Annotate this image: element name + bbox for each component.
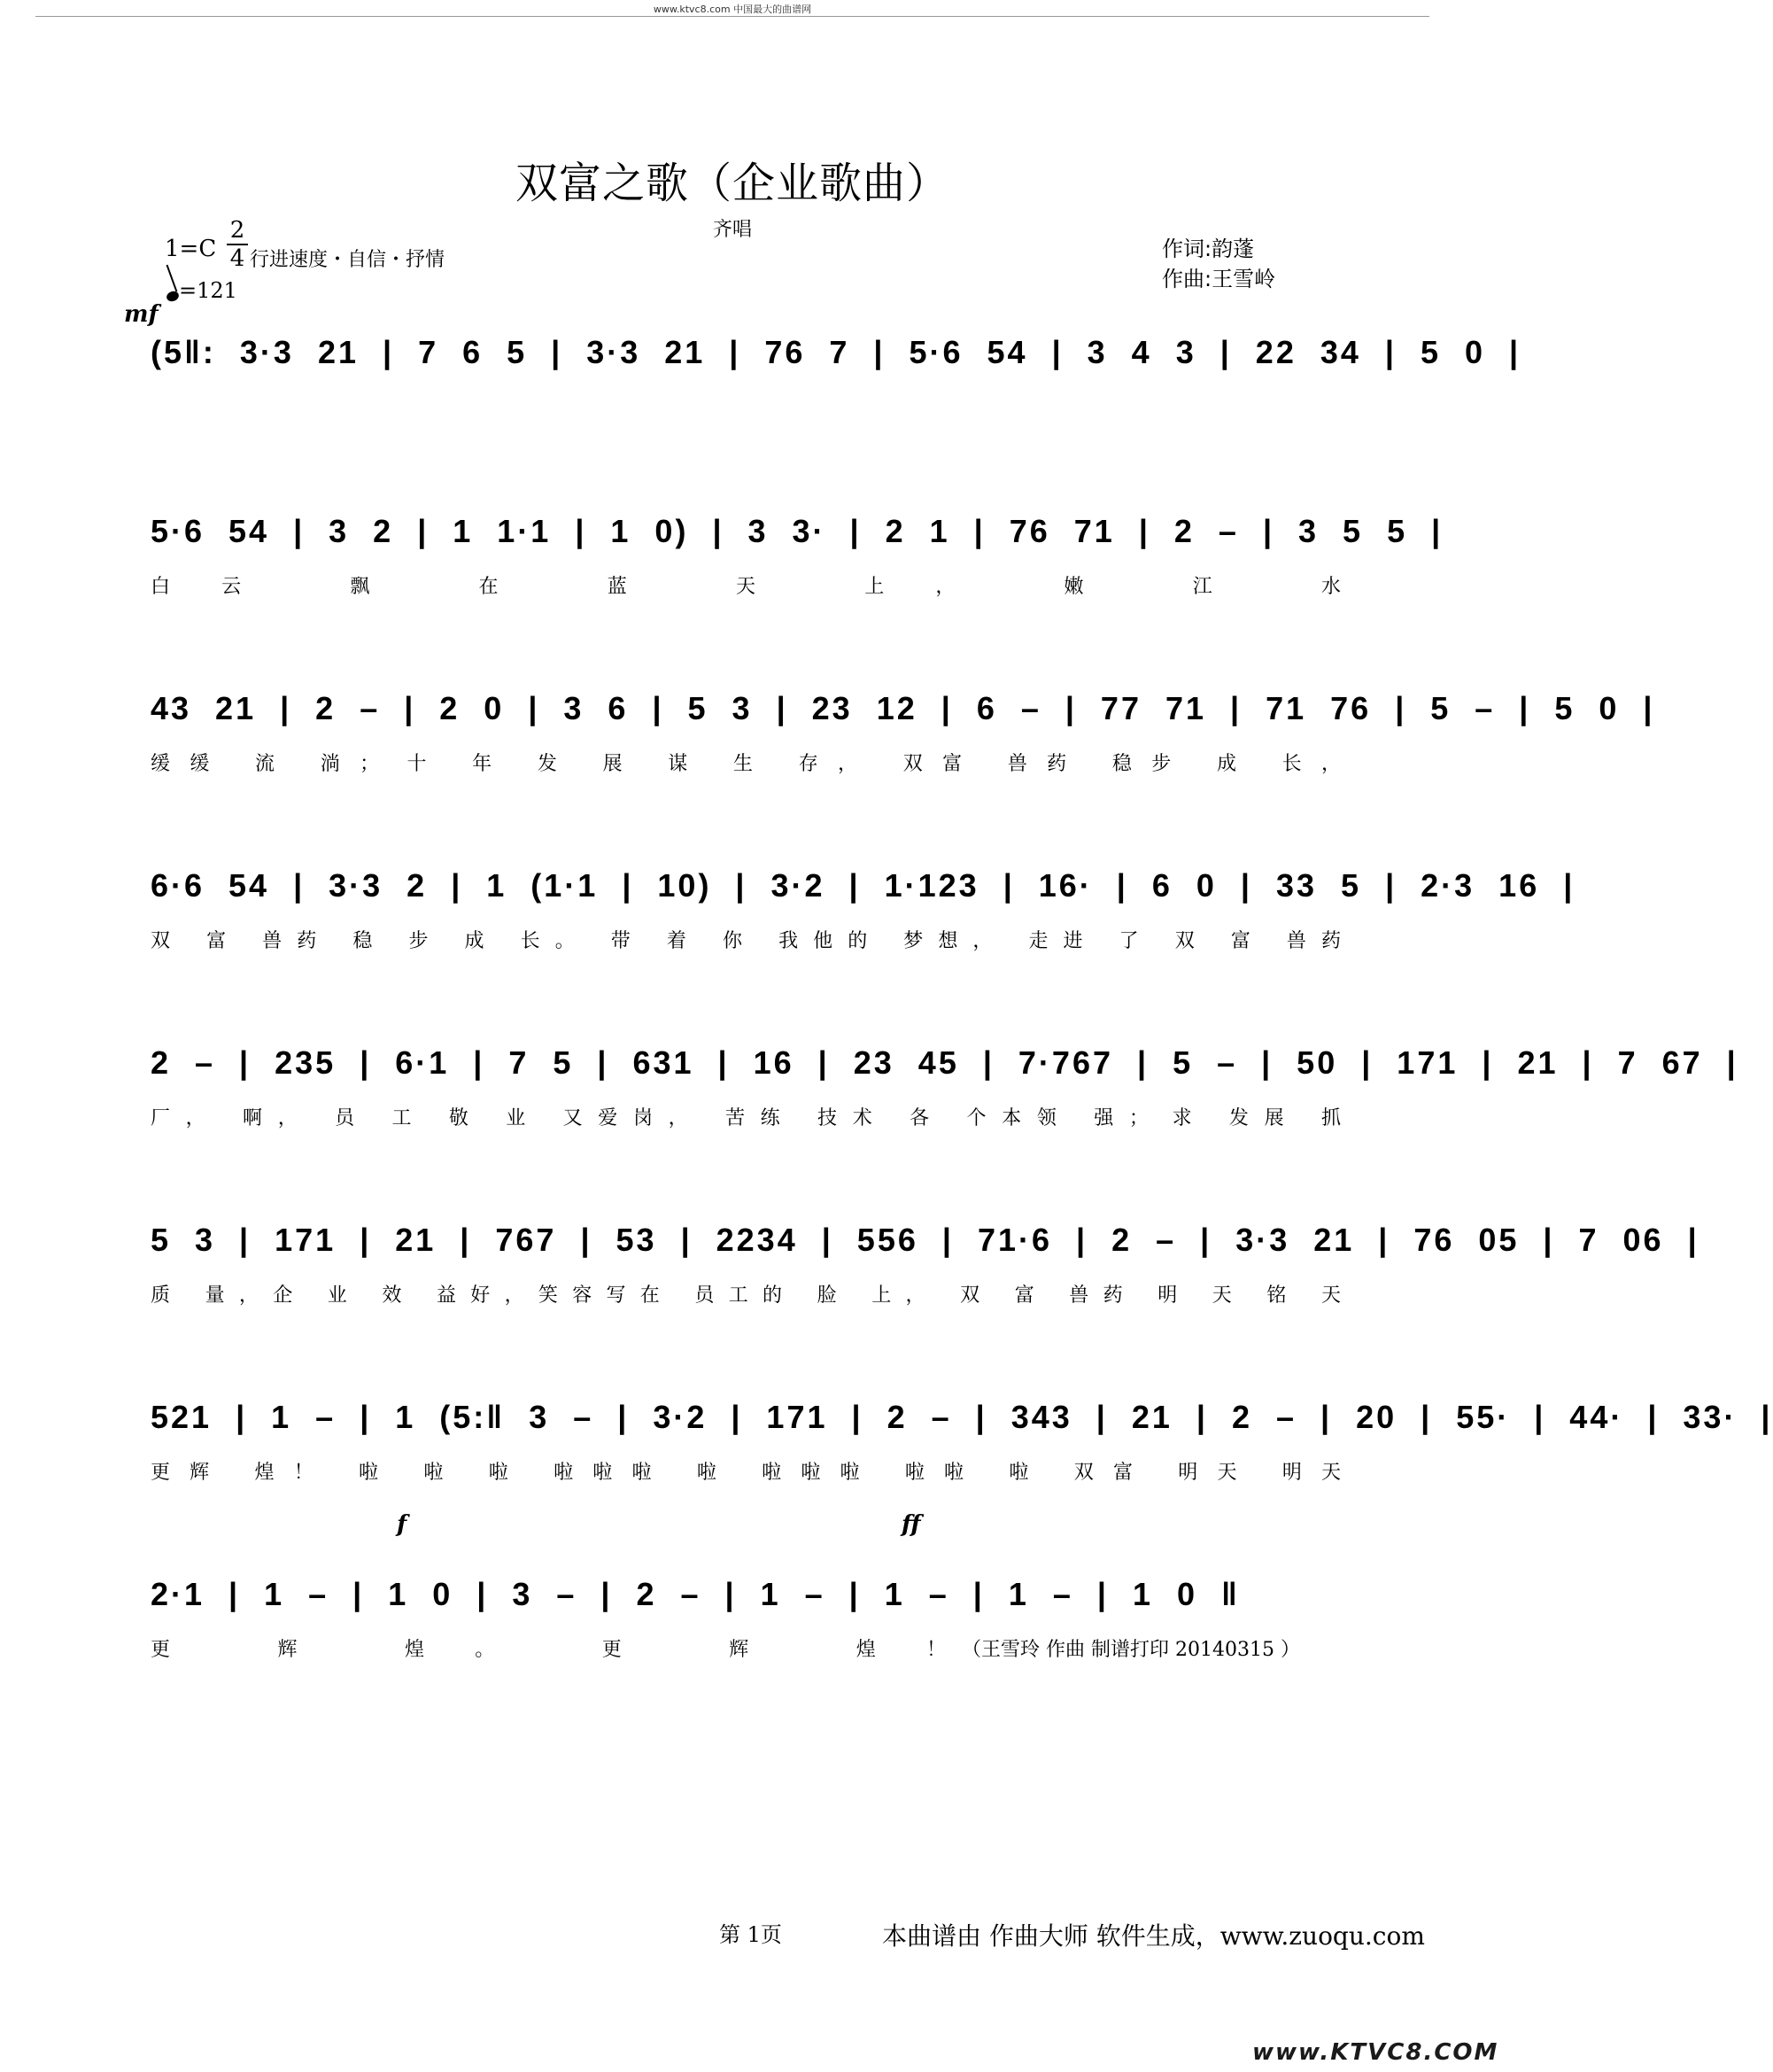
lyricist: 作词:韵蓬 bbox=[1162, 237, 1255, 261]
key-signature: 1=C bbox=[165, 236, 217, 262]
song-subtitle: 齐唱 bbox=[712, 219, 752, 241]
score-system-6 bbox=[151, 1205, 1699, 1320]
dynamic-mf: mf bbox=[124, 301, 159, 328]
score-system-2 bbox=[151, 496, 1444, 611]
notation-line: 43 21 | 2 – | 2 0 | 3 6 | 5 3 | 23 12 | 6 – | 77 71 | 71 76 | 5 – | 5 0 | bbox=[151, 690, 1655, 726]
time-signature bbox=[227, 218, 248, 271]
print-note: （王雪玲 作曲 制谱打印 20140315 ） bbox=[962, 1639, 1300, 1661]
meter-denominator: 4 bbox=[229, 245, 245, 272]
metronome-marking bbox=[166, 278, 237, 303]
notation-line: 6·6 54 | 3·3 2 | 1 (1·1 | 10) | 3·2 | 1·123 | 16· | 6 0 | 33 5 | 2·3 16 | bbox=[151, 867, 1576, 904]
lyrics-line: 质 量，企 业 效 益好，笑容写在 员工的 脸 上， 双 富 兽药 明 天 铭 天 bbox=[151, 1284, 1343, 1307]
meter-numerator: 2 bbox=[229, 217, 245, 244]
lyrics-line bbox=[151, 393, 1343, 423]
credits bbox=[1162, 234, 1275, 294]
score-system-3 bbox=[151, 673, 1655, 788]
notation-line: 2 – | 235 | 6·1 | 7 5 | 631 | 16 | 23 45 | 7·767 | 5 – | 50 | 171 | 21 | 7 67 | bbox=[151, 1044, 1738, 1081]
score-system-5 bbox=[151, 1028, 1738, 1143]
header-divider bbox=[35, 16, 1429, 17]
page-number: 第 1页 bbox=[719, 1922, 782, 1947]
notation-line: 521 | 1 – | 1 (5:‖ 3 – | 3·2 | 171 | 2 – | 343 | 21 | 2 – | 20 | 55· | 44· | 33· | bbox=[151, 1399, 1773, 1435]
metronome-value: =121 bbox=[179, 278, 237, 303]
song-title: 双富之歌（企业歌曲） bbox=[515, 159, 949, 208]
score-system-4 bbox=[151, 850, 1576, 966]
quarter-note-icon bbox=[166, 290, 181, 303]
notation-line: 5·6 54 | 3 2 | 1 1·1 | 1 0) | 3 3· | 2 1 | 76 71 | 2 – | 3 5 5 | bbox=[151, 513, 1444, 549]
lyrics-line: 双 富 兽药 稳 步 成 长。 带 着 你 我他的 梦想， 走进 了 双 富 兽药 bbox=[151, 930, 1343, 952]
dynamic-ff: ff bbox=[902, 1511, 921, 1538]
dynamic-f: f bbox=[397, 1511, 407, 1538]
watermark-logo: www.KTVC8.COM bbox=[1252, 2039, 1499, 2066]
lyrics-line: 更 辉 煌。 更 辉 煌！ bbox=[151, 1639, 948, 1661]
score-system-1 bbox=[151, 317, 1521, 432]
notation-line: 2·1 | 1 – | 1 0 | 3 – | 2 – | 1 – | 1 – | 1 – | 1 0 ‖ bbox=[151, 1576, 1240, 1612]
site-header: www.ktvc8.com 中国最大的曲谱网 bbox=[653, 4, 812, 15]
lyrics-line: 更辉 煌！ 啦 啦 啦 啦啦啦 啦 啦啦啦 啦啦 啦 双富 明天 明天 bbox=[151, 1462, 1343, 1484]
notation-line: 5 3 | 171 | 21 | 767 | 53 | 2234 | 556 | 71·6 | 2 – | 3·3 21 | 76 05 | 7 06 | bbox=[151, 1222, 1699, 1258]
software-credit: 本曲谱由 作曲大师 软件生成，www.zuoqu.com bbox=[882, 1921, 1425, 1951]
tempo-marking: 行进速度・自信・抒情 bbox=[250, 249, 445, 271]
score-system-7 bbox=[151, 1382, 1773, 1497]
lyrics-line: 白云 飘 在 蓝 天 上， 嫩 江 水 bbox=[151, 576, 1343, 598]
composer: 作曲:王雪岭 bbox=[1162, 267, 1276, 291]
lyrics-line: 厂， 啊， 员 工 敬 业 又爱岗， 苦练 技术 各 个本领 强； 求 发展 抓 bbox=[151, 1107, 1343, 1129]
lyrics-line: 缓缓 流 淌； 十 年 发 展 谋 生 存， 双富 兽药 稳步 成 长， bbox=[151, 753, 1343, 775]
notation-line: (5‖: 3·3 21 | 7 6 5 | 3·3 21 | 76 7 | 5·6 54 | 3 4 3 | 22 34 | 5 0 | bbox=[151, 334, 1521, 370]
